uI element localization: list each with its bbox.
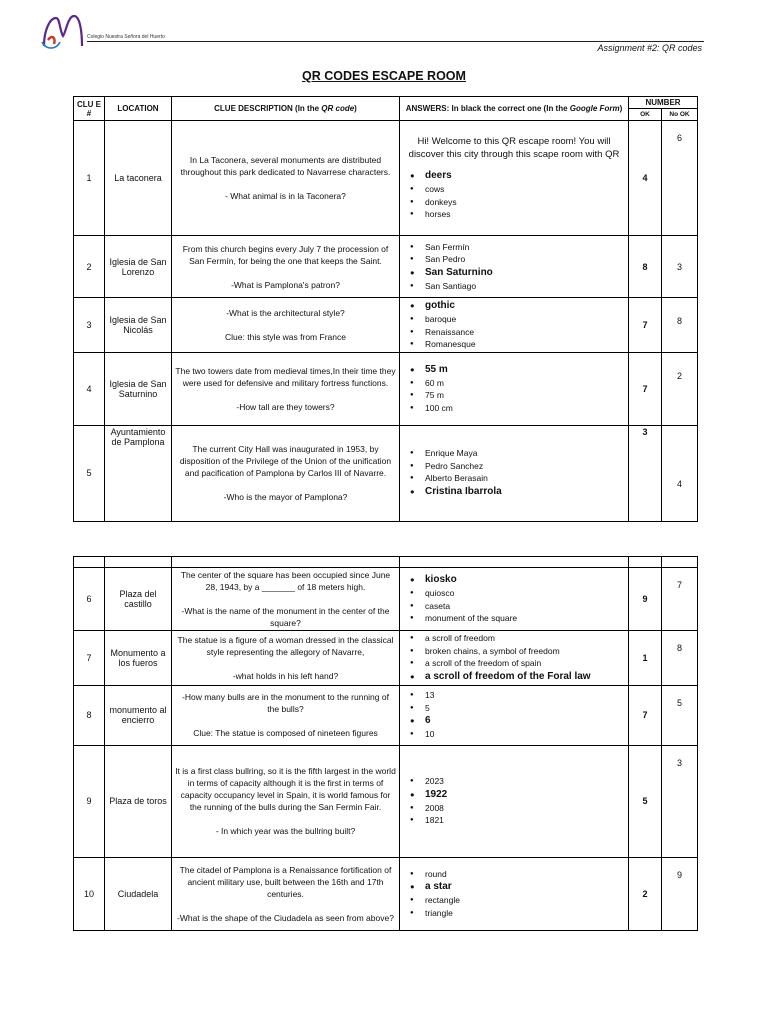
answer-option-correct: ● a star [425,880,625,894]
clue-question: -what holds in his left hand? [232,670,339,681]
empty-cell [400,557,629,568]
empty-cell [662,557,698,568]
no-ok-count: 8 [662,298,698,353]
ok-count: 3 [629,425,662,521]
location-cell: Iglesia de San Saturnino [105,352,172,425]
clues-table-1 [73,96,698,522]
clue-question: -Who is the mayor of Pamplona? [223,492,348,502]
location-cell: Ciudadela [105,857,172,930]
spacer [175,319,396,331]
header-clue-description: CLUE DESCRIPTION (In the QR code) [172,97,400,121]
answer-option: ● San Pedro [425,253,625,266]
no-ok-count: 7 [662,568,698,631]
answer-option: ● rectangle [425,894,625,907]
answer-option-correct: ● a scroll of freedom of the Foral law [425,670,625,684]
answers-cell [400,568,629,631]
no-ok-count: 5 [662,685,698,745]
spacer [175,813,396,825]
ok-count: 9 [629,568,662,631]
answers-cell [400,745,629,857]
clue-question: - What animal is in la Taconera? [225,191,346,201]
spacer [175,479,396,491]
clue-row-7 [74,631,698,686]
answer-list [403,573,625,625]
clue-text: The center of the square has been occupied since June 28, 1943, by a _______ of 18 meters high. [180,570,391,592]
answer-option-correct: ● 1922 [425,788,625,802]
clue-description [172,568,400,631]
answer-option: ● round [425,868,625,881]
no-ok-count: 4 [662,425,698,521]
spacer [175,593,396,605]
clue-number: 6 [74,568,105,631]
answer-list [403,632,625,684]
location-cell: Iglesia de San Lorenzo [105,236,172,298]
empty-cell [172,557,400,568]
no-ok-count: 2 [662,352,698,425]
clue-question: Clue: The statue is composed of nineteen figures [193,728,378,738]
header-number: NUMBER [629,97,698,109]
no-ok-count: 3 [662,236,698,298]
answer-option: ● Renaissance [425,326,625,339]
empty-cell [629,557,662,568]
answer-option: ● broken chains, a symbol of freedom [425,645,625,658]
header-location: LOCATION [105,97,172,121]
location-cell: Iglesia de San Nicolás [105,298,172,353]
clue-description [172,745,400,857]
clue-row-6 [74,568,698,631]
answer-list [403,775,625,827]
page-header [38,10,704,56]
answer-option: ● a scroll of freedom [425,632,625,645]
ok-count: 1 [629,631,662,686]
clue-row-2 [74,236,698,298]
clue-description [172,121,400,236]
no-ok-count: 6 [662,121,698,236]
ok-count: 8 [629,236,662,298]
answers-cell [400,236,629,298]
school-logo-icon [38,12,88,52]
answer-list [403,363,625,415]
clue-text: -What is the architectural style? [226,307,345,318]
answer-option: ● 10 [425,728,625,741]
clue-text: It is a first class bullring, so it is the fifth largest in the world in terms of capacity although it is the first in terms of capacity occupancy level in Spain, it is world famous for the running of the bulls during the San Fermin Fair. [175,766,396,812]
answer-option: ● 75 m [425,389,625,402]
answer-option: ● a scroll of the freedom of spain [425,657,625,670]
answer-option: ● triangle [425,907,625,920]
spacer [175,389,396,401]
ok-count: 4 [629,121,662,236]
clue-text: From this church begins every July 7 the procession of San Fermín, for being the one that keeps the Saint. [182,243,389,266]
answers-cell [400,425,629,521]
clue-number: 3 [74,298,105,353]
clue-text: The current City Hall was inaugurated in 1953, by disposition of the Privilege of the Union of the unification and pacification of Pamplona by Carlos III of Navarre. [179,444,392,478]
header-clue-number: CLU E # [74,97,105,121]
spacer [175,267,396,279]
answer-option: ● baroque [425,313,625,326]
answers-cell [400,298,629,353]
clue-number: 4 [74,352,105,425]
clue-question: -What is the name of the monument in the center of the square? [181,606,390,628]
clue-text: The statue is a figure of a woman dressed in the classical style representing the allegory of Navarre, [177,634,394,657]
answer-option: ● Romanesque [425,338,625,351]
clue-text: In La Taconera, several monuments are distributed throughout this park dedicated to Navarrese characters. [180,155,391,177]
answer-list [403,241,625,293]
answer-list [403,868,625,920]
location-cell: Plaza del castillo [105,568,172,631]
empty-cell [74,557,105,568]
clue-number: 8 [74,685,105,745]
ok-count: 7 [629,685,662,745]
answer-option-correct: ● San Saturnino [425,266,625,280]
clue-description [172,857,400,930]
answer-option-correct: ● deers [425,169,625,183]
answer-option-correct: ● 55 m [425,363,625,377]
answer-option-correct: ● gothic [425,299,625,313]
location-cell: Plaza de toros [105,745,172,857]
answer-option: ● San Fermín [425,241,625,254]
clue-description [172,352,400,425]
spacer [175,715,396,727]
clue-question: -How tall are they towers? [236,401,335,412]
no-ok-count: 8 [662,631,698,686]
answer-option: ● Pedro Sanchez [425,460,625,473]
answer-option: ● 1821 [425,814,625,827]
answer-option: ● monument of the square [425,612,625,625]
clue-row-1 [74,121,698,236]
answers-cell [400,352,629,425]
answer-list [403,299,625,351]
answer-list [403,169,625,221]
clue-description [172,298,400,353]
answer-option: ● caseta [425,600,625,613]
clue-question: -What is Pamplona's patron? [231,279,340,290]
answer-option-correct: ● kiosko [425,573,625,587]
clue-text: The two towers date from medieval times,In their time they were used for defensive and military fortress functions. [175,365,396,388]
no-ok-count: 3 [662,745,698,857]
spacer [175,658,396,670]
ok-count: 5 [629,745,662,857]
location-cell: monumento al encierro [105,685,172,745]
answer-option: ● San Santiago [425,280,625,293]
clue-description [172,425,400,521]
clue-row-10 [74,857,698,930]
clue-row-4 [74,352,698,425]
answer-option: ● cows [425,183,625,196]
header-no-ok: No OK [662,109,698,121]
answer-option: ● 100 cm [425,402,625,415]
answer-option: ● 60 m [425,377,625,390]
intro-text: Hi! Welcome to this QR escape room! You will discover this city through this scape room with QR [408,136,620,161]
ok-count: 7 [629,352,662,425]
assignment-label: Assignment #2: QR codes [597,43,702,53]
ok-count: 2 [629,857,662,930]
location-cell: Monumento a los fueros [105,631,172,686]
answer-option: ● 5 [425,702,625,715]
answer-option: ● 13 [425,689,625,702]
empty-cell [105,557,172,568]
school-name: Colegio Nuestra Señora del Huerto [87,34,165,40]
header-ok: OK [629,109,662,121]
answer-option: ● quiosco [425,587,625,600]
page-title: QR CODES ESCAPE ROOM [302,69,466,83]
answer-option: ● Enrique Maya [425,447,625,460]
clue-question: - In which year was the bullring built? [215,826,356,836]
answer-option: ● horses [425,208,625,221]
clue-number: 10 [74,857,105,930]
no-ok-count: 9 [662,857,698,930]
clue-description [172,236,400,298]
spacer [175,900,396,912]
clue-text: The citadel of Pamplona is a Renaissance fortification of ancient military use, built between the 16th and 17th centuries. [179,864,392,899]
clue-number: 2 [74,236,105,298]
answers-cell [400,857,629,930]
clue-row-9 [74,745,698,857]
clue-row-8 [74,685,698,745]
header-answers: ANSWERS: In black the correct one (In the Google Form) [400,97,629,121]
answer-option: ● 2008 [425,802,625,815]
location-cell: Ayuntamiento de Pamplona [105,425,172,521]
answer-list [403,447,625,499]
clue-number: 1 [74,121,105,236]
answer-option-correct: ● Cristina Ibarrola [425,485,625,499]
clue-description [172,631,400,686]
clue-row-5 [74,425,698,521]
clue-number: 7 [74,631,105,686]
clue-row-3 [74,298,698,353]
clue-text: -How many bulls are in the monument to the running of the bulls? [182,692,389,714]
answer-list [403,689,625,741]
location-cell: La taconera [105,121,172,236]
clues-table-2 [73,556,698,931]
answers-cell [400,685,629,745]
clue-question: -What is the shape of the Ciudadela as seen from above? [177,912,394,923]
header-rule [87,41,704,42]
answers-cell [400,121,629,236]
answers-cell [400,631,629,686]
answer-option: ● Alberto Berasain [425,472,625,485]
clue-description [172,685,400,745]
answer-option-correct: ● 6 [425,714,625,728]
answer-option: ● 2023 [425,775,625,788]
answer-option: ● donkeys [425,196,625,209]
spacer [175,178,396,190]
ok-count: 7 [629,298,662,353]
clue-number: 5 [74,425,105,521]
clue-number: 9 [74,745,105,857]
clue-question: Clue: this style was from France [225,331,346,342]
